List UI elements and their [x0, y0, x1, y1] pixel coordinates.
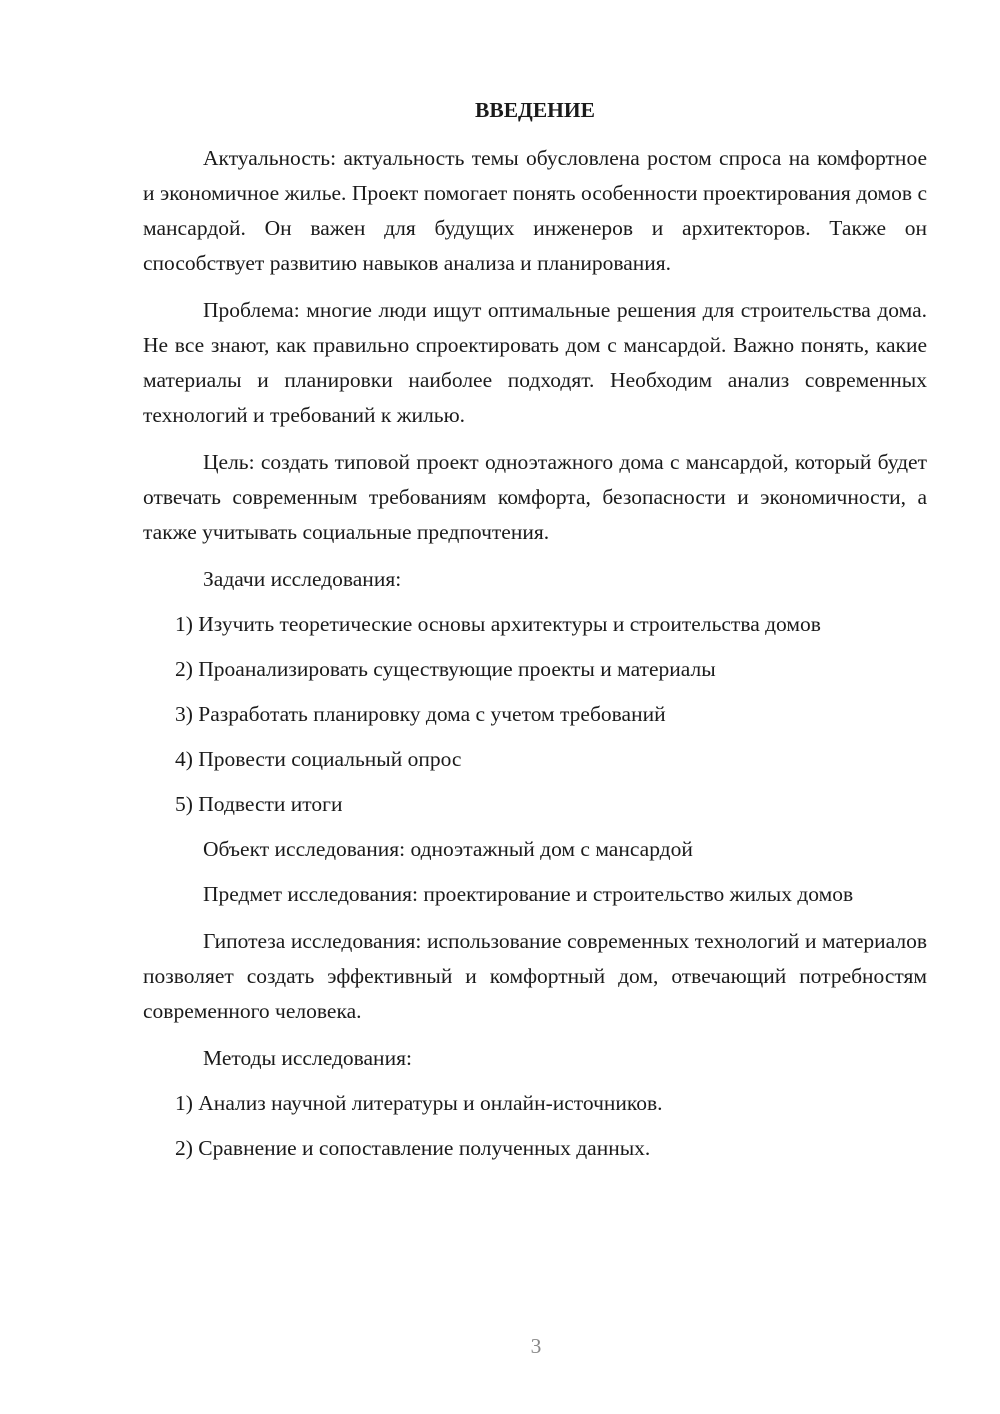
- paragraph-subject: Предмет исследования: проектирование и строительство жилых домов: [203, 882, 854, 906]
- page-number: 3: [530, 1334, 542, 1358]
- list-item: 2) Сравнение и сопоставление полученных данных.: [175, 1136, 651, 1160]
- list-item: 1) Изучить теоретические основы архитектуры и строительства домов: [175, 612, 821, 636]
- paragraph-goal: Цель: создать типовой проект одноэтажного дома с мансардой, который будет отвечать современным требованиям комфорта, безопасности и экономичности, а также учитывать социальные предпочтения.: [143, 450, 927, 544]
- paragraph-problem: Проблема: многие люди ищут оптимальные решения для строительства дома. Не все знают, как правильно спроектировать дом с мансардой. Важно понять, какие материалы и планировки наиболее подходят. Необходим анализ современных технологий и требований к жилью.: [143, 298, 927, 427]
- list-item: 1) Анализ научной литературы и онлайн-источников.: [175, 1091, 663, 1115]
- paragraph-object: Объект исследования: одноэтажный дом с мансардой: [203, 837, 693, 861]
- paragraph-hypothesis: Гипотеза исследования: использование современных технологий и материалов позволяет создать эффективный и комфортный дом, отвечающий потребностям современного человека.: [143, 929, 927, 1023]
- paragraph-relevance: Актуальность: актуальность темы обусловлена ростом спроса на комфортное и экономичное жилье. Проект помогает понять особенности проектирования домов с мансардой. Он важен для будущих инженеров и архитекторов. Также он способствует развитию навыков анализа и планирования.: [143, 146, 927, 275]
- list-item: 2) Проанализировать существующие проекты и материалы: [175, 657, 716, 681]
- methods-heading: Методы исследования:: [203, 1046, 412, 1070]
- list-item: 3) Разработать планировку дома с учетом требований: [175, 702, 666, 726]
- list-item: 4) Провести социальный опрос: [175, 747, 462, 771]
- tasks-heading: Задачи исследования:: [203, 567, 402, 591]
- tasks-list: [143, 607, 927, 822]
- methods-list: [143, 1086, 927, 1166]
- list-item: 5) Подвести итоги: [175, 792, 343, 816]
- page-content: [143, 93, 927, 1176]
- section-title: ВВЕДЕНИЕ: [475, 98, 595, 122]
